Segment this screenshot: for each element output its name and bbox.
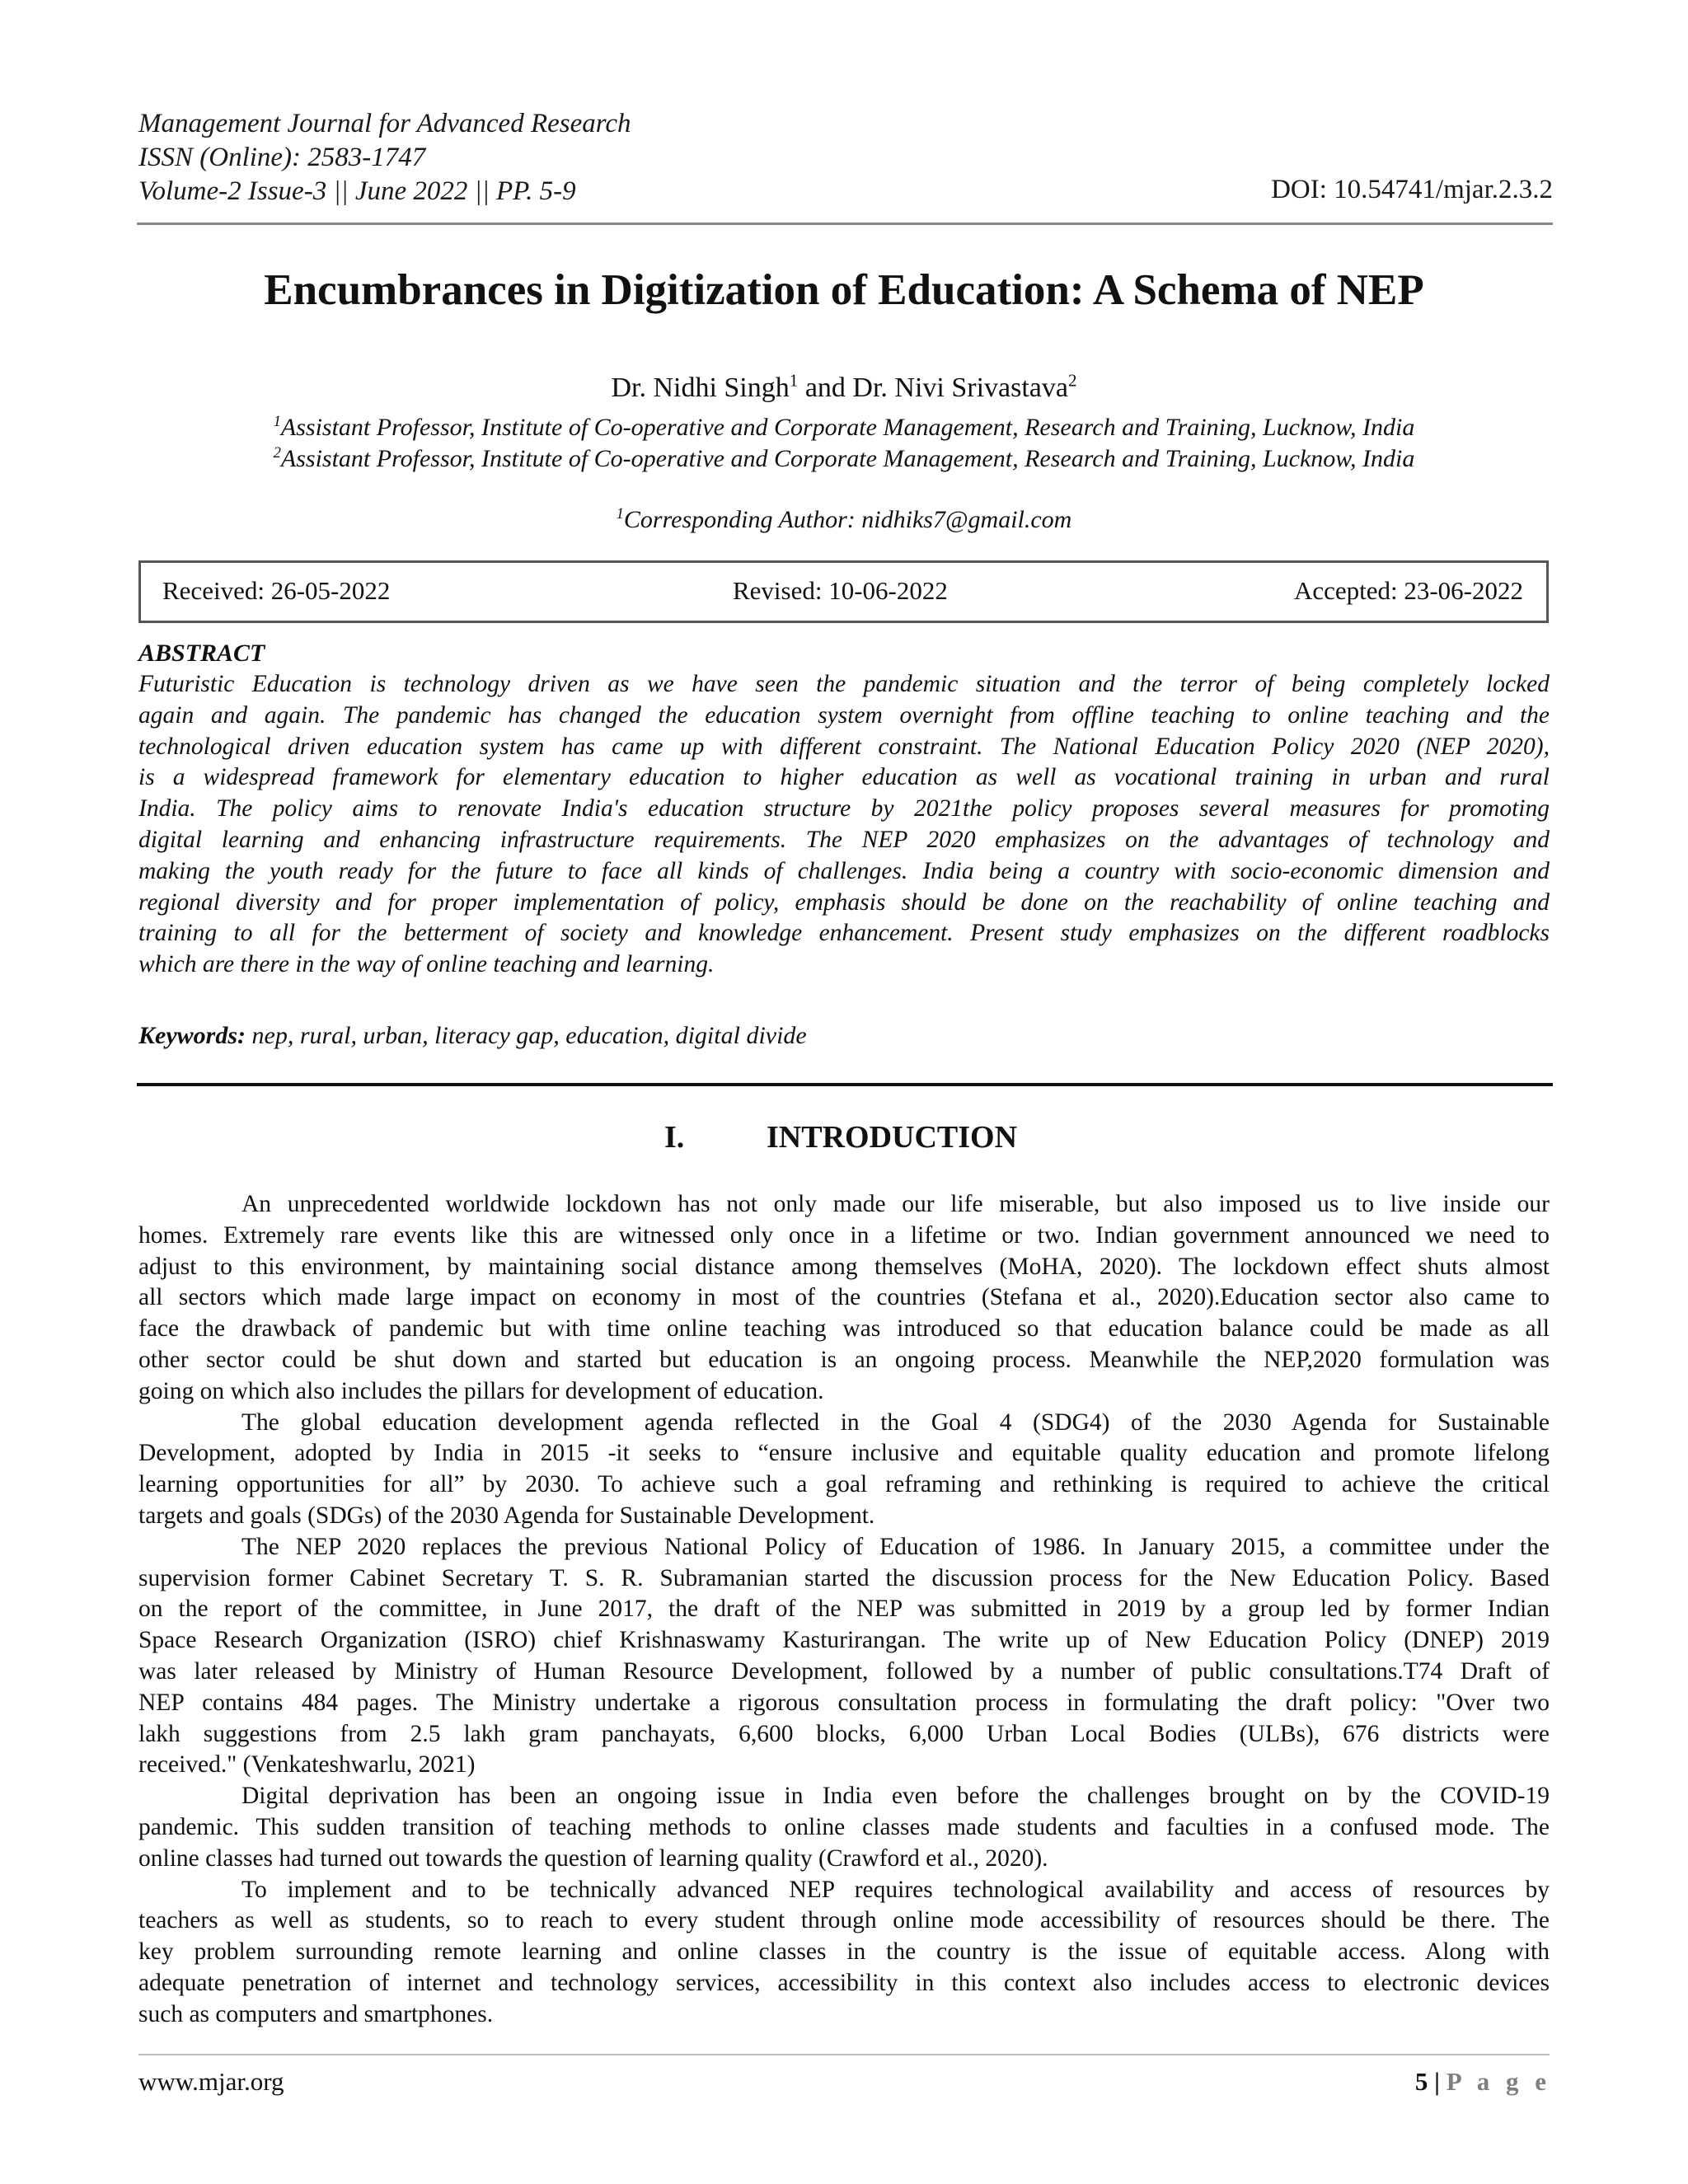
footer-divider [138, 2054, 1550, 2055]
author-1: Dr. Nidhi Singh [611, 373, 790, 403]
body-line: learning opportunities for all” by 2030. To achieve such a goal reframing and rethinking is required to achieve the critical [138, 1471, 1550, 1498]
doi[interactable]: DOI: 10.54741/mjar.2.3.2 [1271, 175, 1553, 204]
body-text [138, 1189, 1550, 2031]
body-line: targets and goals (SDGs) of the 2030 Agenda for Sustainable Development. [138, 1502, 875, 1529]
body-line: going on which also includes the pillars for development of education. [138, 1377, 824, 1404]
footer-website[interactable]: www.mjar.org [138, 2067, 284, 2096]
section-title: INTRODUCTION [767, 1120, 1018, 1155]
affiliation-2-sup: 2 [273, 444, 281, 462]
journal-volume: Volume-2 Issue-3 || June 2022 || PP. 5-9 [138, 176, 576, 206]
body-line: online classes had turned out towards the question of learning quality (Crawford et al., 2020). [138, 1844, 1048, 1872]
abstract-line: training to all for the betterment of society and knowledge enhancement. Present study emphasizes on the different roadblocks [138, 920, 1550, 947]
keywords-text: nep, rural, urban, literacy gap, education, digital divide [246, 1022, 807, 1049]
abstract-line: is a widespread framework for elementary education to higher education as well as vocational training in urban and rural [138, 764, 1550, 791]
journal-info [138, 107, 631, 209]
author-1-sup: 1 [789, 370, 799, 391]
page-separator: | [1428, 2067, 1447, 2096]
body-line: To implement and to be technically advanced NEP requires technological availability and access of resources by [241, 1876, 1550, 1903]
affiliation-1-sup: 1 [273, 413, 281, 430]
page-word: P a g e [1446, 2067, 1551, 2096]
body-line: received." (Venkateshwarlu, 2021) [138, 1751, 476, 1779]
journal-name: Management Journal for Advanced Research [138, 109, 631, 138]
author-2-sup: 2 [1067, 370, 1077, 391]
author-2: Dr. Nivi Srivastava [852, 373, 1068, 403]
body-line: teachers as well as students, so to reach to every student through online mode accessibility of resources should be there. The [138, 1907, 1550, 1934]
body-line: An unprecedented worldwide lockdown has not only made our life miserable, but also imposed us to live inside our [241, 1191, 1550, 1217]
affiliation-2-text: Assistant Professor, Institute of Co-operative and Corporate Management, Research and Training, Lucknow, India [280, 445, 1415, 472]
body-line: was later released by Ministry of Human Resource Development, followed by a number of public consultations.T74 Draft of [138, 1657, 1550, 1685]
abstract-line: again and again. The pandemic has changed the education system overnight from offline teaching to online teaching and the [138, 701, 1550, 729]
abstract-line: regional diversity and for proper implementation of policy, emphasis should be done on the reachability of online teaching and [138, 888, 1550, 916]
section-number: I. [664, 1120, 685, 1155]
body-line: Development, adopted by India in 2015 -it seeks to “ensure inclusive and equitable quality education and promote lifelong [138, 1440, 1550, 1467]
affiliation-1 [0, 414, 1688, 442]
authors [0, 370, 1688, 404]
dates-box [138, 560, 1549, 623]
journal-issn: ISSN (Online): 2583-1747 [138, 143, 426, 172]
body-line: Digital deprivation has been an ongoing issue in India even before the challenges brought on by the COVID-19 [241, 1783, 1550, 1810]
paper-title: Encumbrances in Digitization of Education: A Schema of NEP [264, 266, 1424, 314]
body-line: other sector could be shut down and started but education is an ongoing process. Meanwhile the NEP,2020 formulation was [138, 1346, 1550, 1373]
keywords [138, 1022, 807, 1050]
date-accepted: Accepted: 23-06-2022 [1293, 576, 1523, 605]
date-revised: Revised: 10-06-2022 [733, 576, 948, 605]
page-number: 5 [1414, 2067, 1428, 2096]
body-line: homes. Extremely rare events like this are witnessed only once in a lifetime or two. Indian government announced we need to [138, 1221, 1550, 1249]
abstract-line: digital learning and enhancing infrastructure requirements. The NEP 2020 emphasizes on the advantages of technology and [138, 826, 1550, 853]
header-divider [137, 223, 1553, 225]
body-line: adequate penetration of internet and technology services, accessibility in this context also includes access to electronic devices [138, 1969, 1550, 1996]
abstract-body [138, 669, 1550, 981]
body-line: such as computers and smartphones. [138, 2000, 494, 2027]
abstract-line: India. The policy aims to renovate India's education structure by 2021the policy proposes several measures for promoting [138, 795, 1550, 823]
author-connector: and [798, 373, 853, 403]
footer-page-number [1415, 2067, 1551, 2097]
body-line: face the drawback of pandemic but with time online teaching was introduced so that education balance could be made as all [138, 1315, 1550, 1343]
body-line: adjust to this environment, by maintaining social distance among themselves (MoHA, 2020). The lockdown effect shuts almost [138, 1253, 1550, 1280]
corresponding-sup: 1 [616, 505, 624, 523]
body-line: NEP contains 484 pages. The Ministry undertake a rigorous consultation process in formulating the draft policy: "Over two [138, 1689, 1550, 1716]
corresponding-text: Corresponding Author: nidhiks7@gmail.com [623, 506, 1072, 533]
keywords-label: Keywords: [138, 1022, 246, 1049]
body-line: pandemic. This sudden transition of teaching methods to online classes made students and faculties in a confused mode. The [138, 1813, 1550, 1840]
body-line: supervision former Cabinet Secretary T. S. R. Subramanian started the discussion process for the New Education Policy. Based [138, 1564, 1550, 1591]
date-received: Received: 26-05-2022 [162, 576, 391, 605]
body-line: key problem surrounding remote learning and online classes in the country is the issue of equitable access. Along with [138, 1938, 1550, 1966]
body-line: on the report of the committee, in June 2017, the draft of the NEP was submitted in 2019 by a group led by former Indian [138, 1596, 1550, 1623]
corresponding-author [0, 506, 1688, 534]
abstract-heading: ABSTRACT [138, 640, 265, 667]
abstract-line: which are there in the way of online teaching and learning. [138, 951, 715, 978]
body-line: The global education development agenda reflected in the Goal 4 (SDG4) of the 2030 Agenda for Sustainable [241, 1408, 1550, 1436]
body-line: The NEP 2020 replaces the previous National Policy of Education of 1986. In January 2015, a committee under the [241, 1533, 1550, 1560]
abstract-line: Futuristic Education is technology driven as we have seen the pandemic situation and the terror of being completely locked [138, 671, 1550, 697]
body-line: lakh suggestions from 2.5 lakh gram panchayats, 6,600 blocks, 6,000 Urban Local Bodies (ULBs), 676 districts were [138, 1720, 1550, 1747]
body-line: all sectors which made large impact on economy in most of the countries (Stefana et al., 2020).Education sector also came to [138, 1284, 1550, 1311]
section-divider [137, 1083, 1553, 1086]
body-line: Space Research Organization (ISRO) chief Krishnaswamy Kasturirangan. The write up of New Education Policy (DNEP) 2019 [138, 1627, 1550, 1654]
abstract-line: technological driven education system has came up with different constraint. The National Education Policy 2020 (NEP 2020), [138, 733, 1550, 760]
affiliation-2 [0, 445, 1688, 473]
affiliation-1-text: Assistant Professor, Institute of Co-operative and Corporate Management, Research and Training, Lucknow, India [280, 414, 1415, 441]
abstract-line: making the youth ready for the future to face all kinds of challenges. India being a country with socio-economic dimension and [138, 857, 1550, 884]
